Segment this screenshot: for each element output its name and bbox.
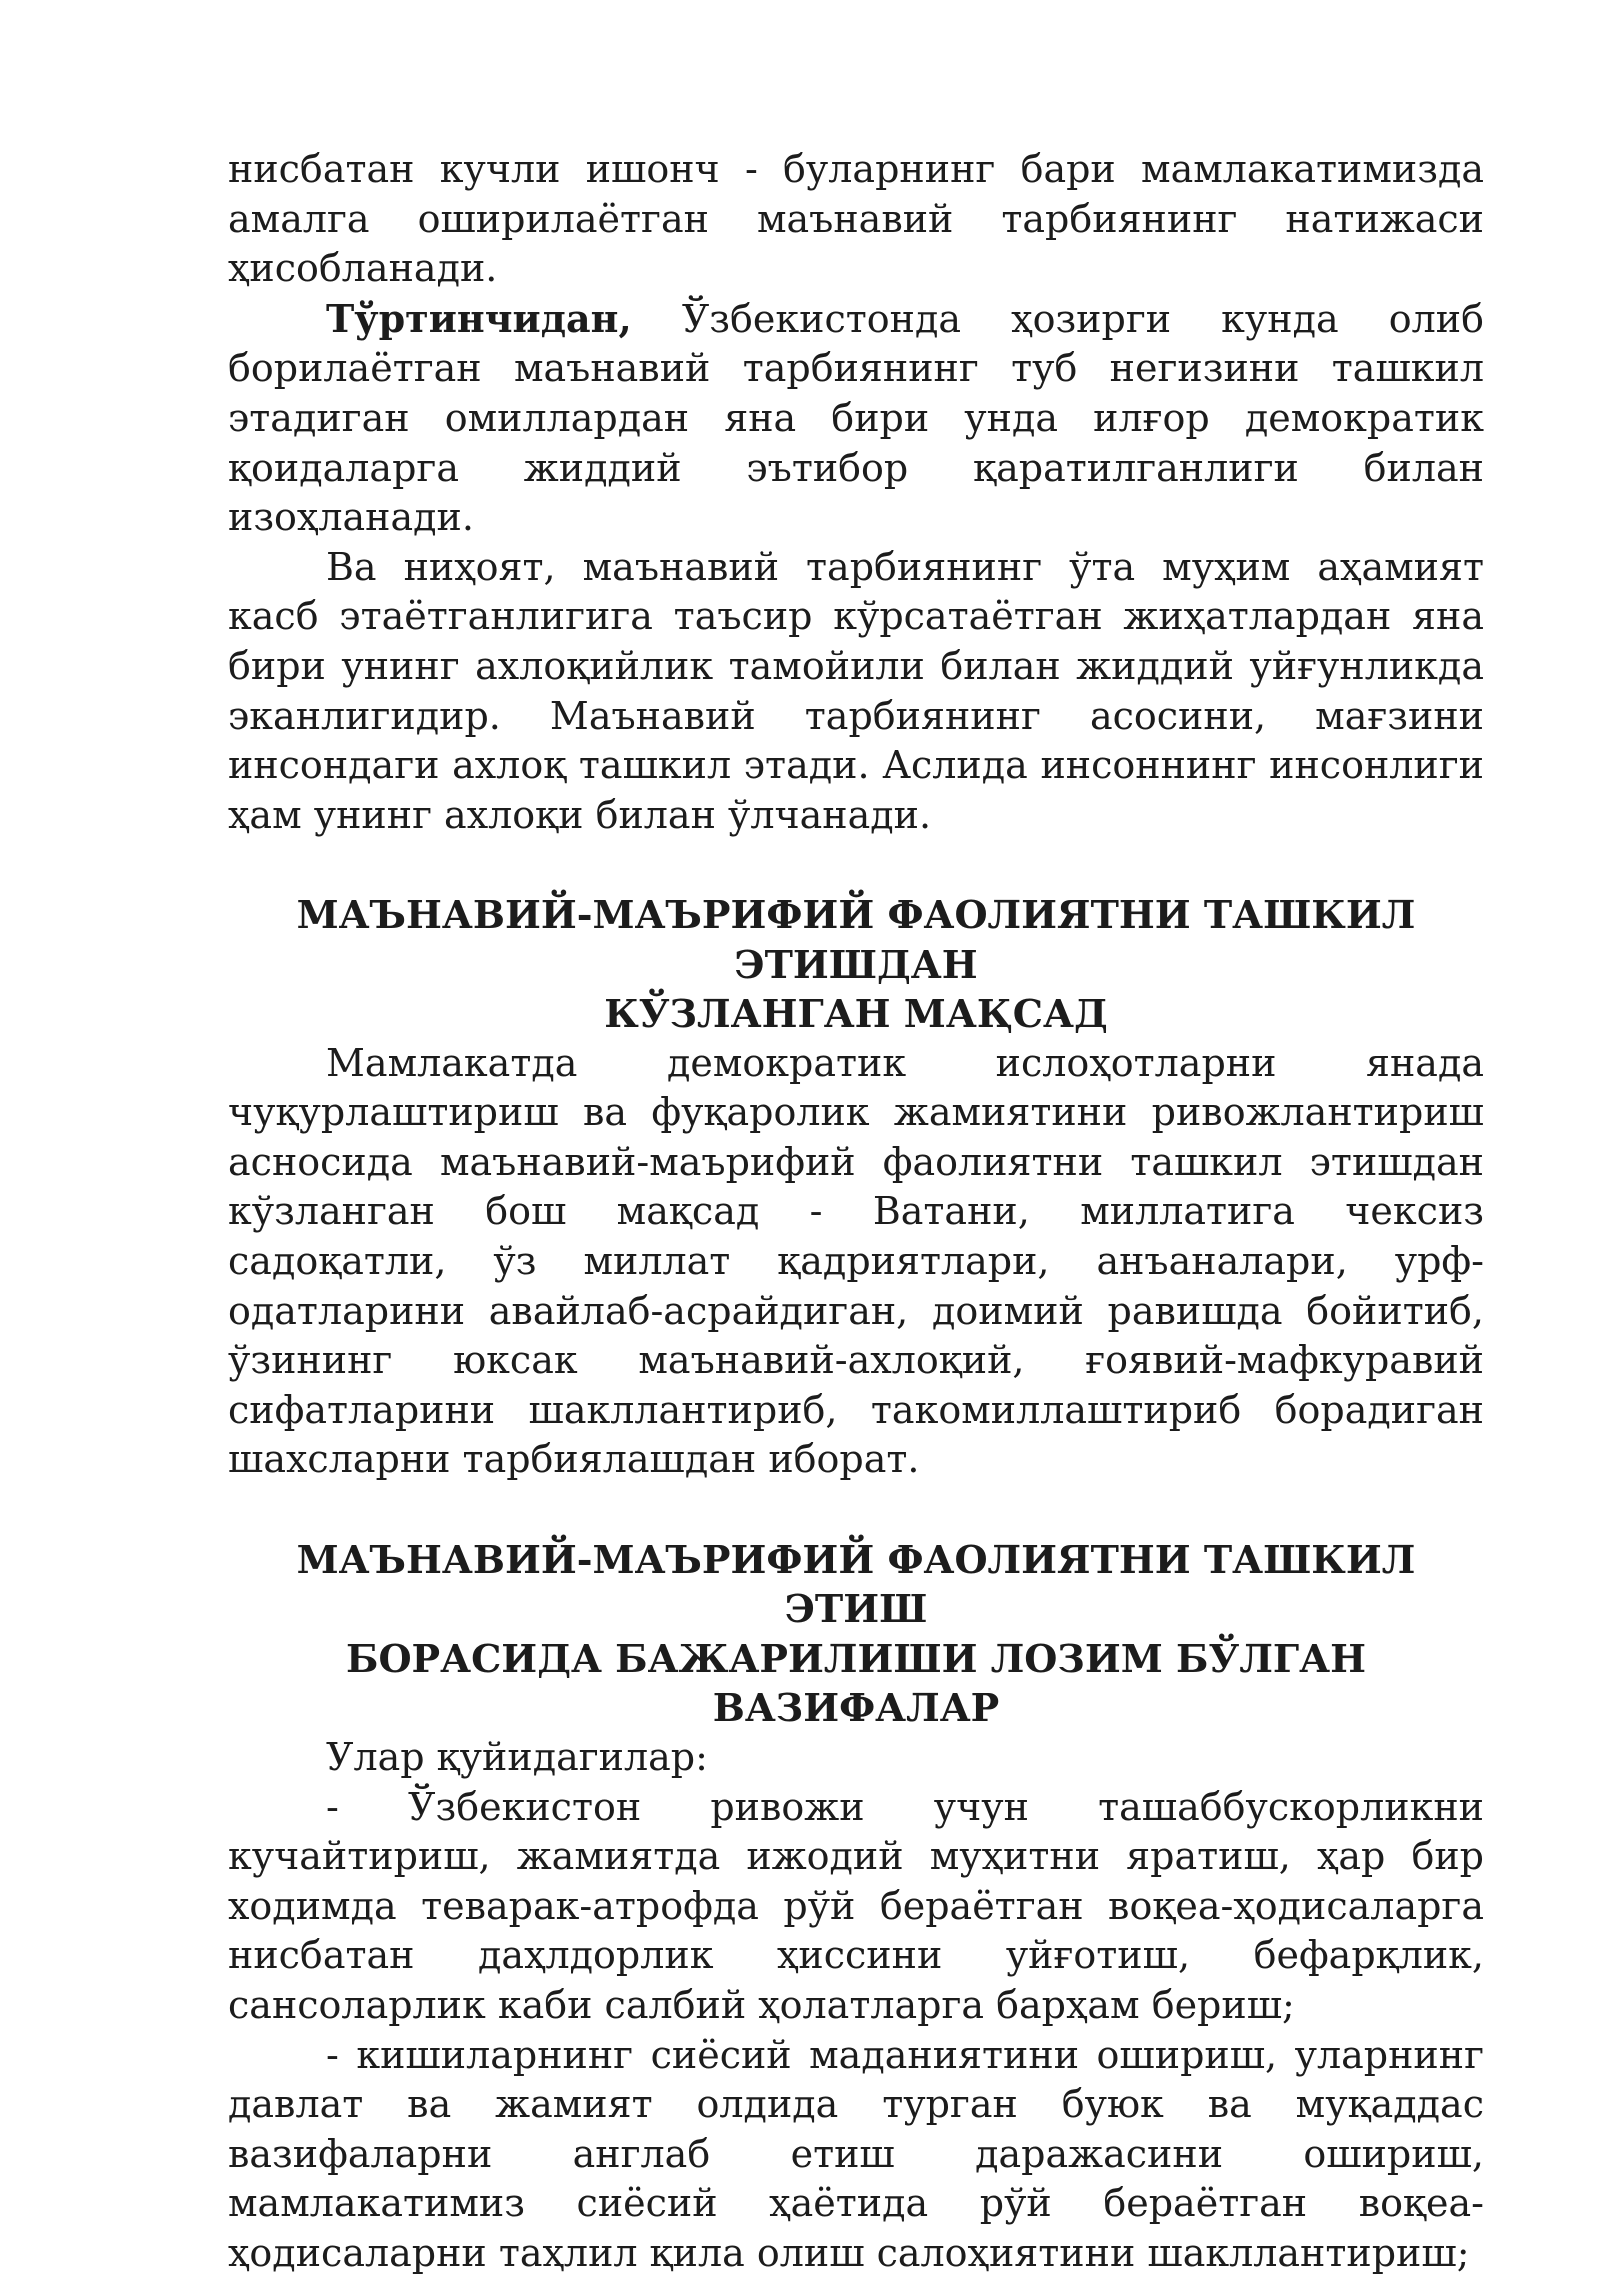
heading-line: КЎЗЛАНГАН МАҚСАД	[604, 991, 1108, 1037]
paragraph-fourthly	[228, 294, 1484, 543]
paragraph-lead-word: Тўртинчидан,	[326, 295, 632, 341]
section-heading-tasks	[228, 1535, 1484, 1733]
document-page	[228, 145, 1484, 2279]
paragraph-finally: Ва ниҳоят, маънавий тарбиянинг ўта муҳим аҳамият касб этаётганлигига таъсир кўрсатаётган жиҳатлардан яна бири унинг ахлоқийлик тамойили билан жиддий уйғунликда эканлигидир. Маънавий тарбиянинг асосини, мағзини инсондаги ахлоқ ташкил этади. Аслида инсоннинг инсонлиги ҳам унинг ахлоқи билан ўлчанади.	[228, 544, 1484, 837]
paragraph-text: Ўзбекистонда ҳозирги кунда олиб борилаётган маънавий тарбиянинг туб негизини ташкил этадиган омиллардан яна бири унда илғор демократик қоидаларга жиддий эътибор қаратилганлиги билан изоҳланади.	[228, 296, 1484, 540]
paragraph-goal: Мамлакатда демократик ислоҳотларни янада чуқурлаштириш ва фуқаролик жамиятини ривожлантириш асносида маънавий-маърифий фаолиятни ташкил этишдан кўзланган бош мақсад - Ватани, миллатига чексиз садоқатли, ўз миллат қадриятлари, анъаналари, урф-одатларини авайлаб-асрайдиган, доимий равишда бойитиб, ўзининг юксак маънавий-ахлоқий, ғоявий-мафкуравий сифатларини шакллантириб, такомиллаштириб борадиган шахсларни тарбиялашдан иборат.	[228, 1040, 1484, 1482]
spacer	[228, 840, 1484, 890]
heading-line: БОРАСИДА БАЖАРИЛИШИ ЛОЗИМ БЎЛГАН ВАЗИФАЛАР	[345, 1635, 1367, 1731]
list-item: - Ўзбекистон ривожи учун ташаббускорликни кучайтириш, жамиятда ижодий муҳитни яратиш, ҳар бир ходимда теварак-атрофда рўй бераётган воқеа-ҳодисаларга нисбатан даҳлдорлик ҳиссини уйғотиш, бефарқлик, сансоларлик каби салбий ҳолатларга барҳам бериш;	[228, 1784, 1484, 2027]
spacer	[228, 1485, 1484, 1535]
list-item: - кишиларнинг сиёсий маданиятини ошириш, уларнинг давлат ва жамият олдида турган буюк ва муқаддас вазифаларни англаб етиш даражасини ошириш, мамлакатимиз сиёсий ҳаётида рўй бераётган воқеа-ҳодисаларни таҳлил қила олиш салоҳиятини шакллантириш;	[228, 2032, 1484, 2275]
section-heading-goal	[228, 890, 1484, 1039]
heading-line: МАЪНАВИЙ-МАЪРИФИЙ ФАОЛИЯТНИ ТАШКИЛ ЭТИШДАН	[296, 891, 1416, 987]
paragraph-intro-list: Улар қуйидагилар:	[326, 1735, 708, 1779]
paragraph-continuation: нисбатан кучли ишонч - буларнинг бари мамлакатимизда амалга оширилаётган маънавий тарбиянинг натижаси ҳисобланади.	[228, 147, 1484, 291]
heading-line: МАЪНАВИЙ-МАЪРИФИЙ ФАОЛИЯТНИ ТАШКИЛ ЭТИШ	[296, 1536, 1416, 1632]
